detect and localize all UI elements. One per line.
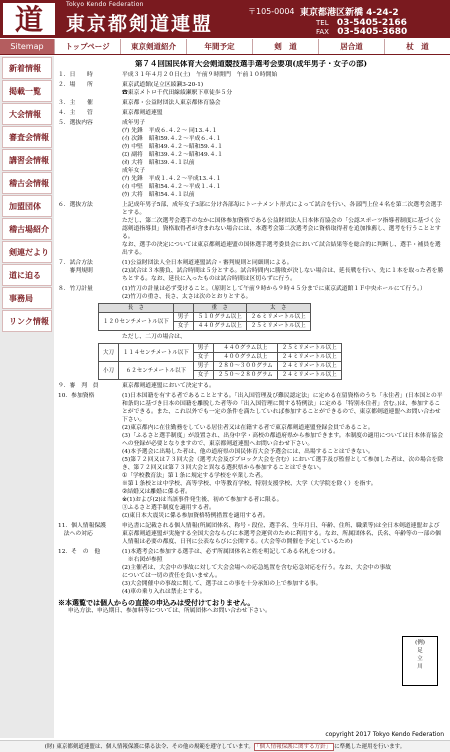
top-nav — [0, 39, 450, 55]
section-selection — [58, 119, 444, 199]
sidebar-item-links[interactable]: リンク情報 — [2, 310, 52, 332]
section-label: ４．主 管 — [58, 110, 93, 116]
sidebar — [0, 56, 54, 738]
page-title: 第７４回国民体育大会剣道競技選手選考会要項(成年男子・女子の部) — [134, 60, 368, 68]
table-cell: 女子 — [173, 322, 193, 331]
section-body: (1)本選考会に参加する選手は、必ず所属団体名と姓を明記してある名札をつける。 ※右図が参照 (2)主催者は、大会中の事故に対して大会会場への応急処置を含む応急対応を行う。なお、大会中の事故については一切の責任を負いません。 (3)大会開催中の事故に関して、選手はこの事を十分承知の上で参加する事。 (4)車の乗り入れは禁止とする。 — [122, 549, 392, 595]
copyright: copyright 2017 Tokyo Kendo Federation — [325, 731, 444, 738]
section-label: １．日 時 — [58, 72, 93, 78]
section-privacy — [58, 522, 444, 546]
footer-text: に準拠した運用を行います。 — [334, 744, 406, 750]
table-cell: ２５ミリメートル以上 — [246, 322, 310, 331]
shinai-table — [98, 303, 311, 331]
section-rules — [58, 259, 444, 283]
table-header — [173, 304, 193, 313]
section-label: ９．審 判 員 — [58, 383, 99, 389]
section-body: 申込書に記載される個人情報(所属団体名、称号・段位、選手名、生年月日、年齢、住所、職業等)は全日本剣道連盟および東京都剣道連盟が実施する全国大会ならびに本選考会運営のために利用する。なお、所属団体名、氏名、年齢等の一部の個人情報は必要の都度、日刊に公表ならびに公開する。(大会等の開催を予定しているため) — [122, 523, 441, 545]
fax-row — [316, 27, 407, 37]
nito-table — [98, 343, 342, 380]
table-cell: １１４センチメートル以下 — [119, 344, 194, 362]
name-tag-line: 川 — [417, 664, 423, 670]
tab-kendo[interactable]: 剣 道 — [252, 39, 318, 54]
application-notice: ※本選覧では個人からの直接の申込みは受付けておりません。 — [58, 598, 255, 607]
section-label: ８．竹刀計量 — [58, 286, 93, 292]
table-cell: ２４ミリメートル以上 — [277, 353, 341, 362]
tab-top-page[interactable]: トップページ — [54, 39, 120, 54]
table-cell: 男子 — [173, 313, 193, 322]
name-tag-line: 立 — [417, 656, 423, 662]
section-body: (1)竹刀の計量は必ず受けること。（原則として午前９時から９時４５分までに東京武道館１Ｆ中央ホールにて行う。） (2)竹刀の重さ、長さ、太さは次のとおりとする。 — [122, 286, 426, 300]
section-body: 東京武道館(足立区綾瀬3-20-1) ☎東京メトロ千代田線綾瀬駅下車徒歩５分 — [122, 82, 233, 96]
table-cell: 男子 — [193, 362, 213, 371]
sidebar-item-listings[interactable]: 掲載一覧 — [2, 80, 52, 102]
table-cell: ２８０～３００グラム — [213, 362, 277, 371]
main-content — [58, 60, 444, 730]
section-body: 東京都・公益財団法人東京都体育協会 — [122, 100, 221, 106]
section-body: 東京都剣道連盟 — [122, 110, 163, 116]
table-cell: ２５ミリメートル以上 — [277, 344, 341, 353]
footer-text: (財) 東京都剣道連盟は、個人情報保護に係る法令、その他の規範を遵守しています。 — [44, 744, 254, 750]
sidebar-item-seminars[interactable]: 講習会情報 — [2, 149, 52, 171]
section-other — [58, 548, 444, 596]
address: 東京都港区新橋 4-24-2 — [300, 8, 399, 18]
name-tag-line: (例) — [415, 640, 425, 646]
section-body: 東京都剣道連盟において決定する。 — [122, 383, 215, 389]
section-shinai — [58, 285, 444, 301]
section-referees — [58, 382, 444, 390]
name-tag-line: 足 — [417, 648, 423, 654]
section-body: (1)日本国籍を有する者であることとする。「出入国管理及び難民認定法」に定める在留資格のうち「永住者」(日本国との平和条約に基づき日本の国籍を離脱した者等の「出入国管理に関する特例法」に定める「特別永住者」含む。)は、参加することができる。また、これ以外でも一定の条件を満たしていれば参加することができるので、東京都剣道連盟へお問い合わせ下さい。 (2)東京都内に在住勤務をしている居住者又は在籍する者で東京都剣道連盟登録会員であること。 (3)「ふるさと選手制度」が設置され、出身中学・高校の都道府県から参加できます。本制度の適用については日本体育協会への登録が必要となりますので、東京都剣道連盟へお問い合わせ下さい。 (4)本予選会に出場した者は、他の道府県の国民体育大会予選会には、出場することはできない。 (5)第７２回又は７３回大会（選考大会及びブロック大会を含む）において選手及び監督として参加した者は、次の場合を除き、第７２回又は第７３回大会と異なる選択県から参加することはできない。 ①「学校教育法」第１条に規定する学校を卒業した者。 ※第１条校とは中学校、高等学校、中等教育学校、特別支援学校、大学（大学院を除く）を指す。 ②結婚又は離婚に係る者。 ※(1)および(2)は当該事件発生後、初めて参加する者に限る。 ③ふるさと選手制度を適用する者。 (ｴ)東日本大震災に係る参加資格特例措置を適用する者。 — [122, 393, 444, 519]
logo-character: 道 — [14, 3, 44, 35]
table-header: 長 さ — [99, 304, 174, 313]
table-note: ただし、二刀の場合は、 — [122, 334, 186, 340]
table-cell: ４００グラム以上 — [213, 353, 277, 362]
tab-iaido[interactable]: 居合道 — [318, 39, 384, 54]
sidebar-item-tournaments[interactable]: 大会情報 — [2, 103, 52, 125]
table-cell: １２０センチメートル以下 — [99, 313, 174, 331]
org-name-jp: 東京都剣道連盟 — [66, 13, 214, 35]
footer — [0, 740, 450, 752]
table-row — [99, 313, 311, 322]
table-row — [99, 362, 342, 371]
section-label: ３．主 催 — [58, 100, 93, 106]
tab-schedule[interactable]: 年間予定 — [186, 39, 252, 54]
org-name-en: Tokyo Kendo Federation — [66, 1, 144, 8]
application-notice-detail: 申込方法、申込期日、参加料等については、所属団体へお問い合わせ下さい。 — [68, 608, 271, 614]
section-label: ２．場 所 — [58, 82, 93, 88]
section-label: ６．選抜方法 — [58, 202, 93, 208]
table-cell: 小刀 — [99, 362, 119, 380]
tel-number: 03-5405-2166 — [336, 18, 407, 28]
section-label: ５．選抜内容 — [58, 120, 93, 126]
table-cell: ４４０グラム以上 — [213, 344, 277, 353]
logo-brush-icon — [3, 3, 55, 35]
tab-jodo[interactable]: 杖 道 — [384, 39, 450, 54]
table-header: 太 さ — [246, 304, 310, 313]
section-body: 成年男子 (ｱ) 先鋒 平成６.４.２～ 同13.４.１ (ｲ) 次鋒 昭和59.４.２～平成６.４.１ (ｳ) 中堅 昭和49.４.２～昭和59.４.１ (ｴ) 副将 昭和39.４.２～昭和49.４.１ (ｵ) 大将 昭和39.４.１以前 成年女子 (ｱ) 先鋒 平成１.４.２～平成13.４.１ (ｲ) 中堅 昭和54.４.２～平成１.４.１ (ｳ) 大将 昭和54.４.１以前 — [122, 120, 223, 198]
section-body: (1)公益財団法人全日本剣道連盟試合・審判規則と同細則による。 (2)試合は３本勝負、試合時間は５分とする。試合時間内に勝敗が決しない場合は、延長戦を行い、先に１本を取った者を勝ちとする。なお、延長に入ったものは試合時間は区切らずに行う。 — [122, 260, 444, 282]
sidebar-item-dojos[interactable]: 稽古場紹介 — [2, 218, 52, 240]
sidebar-item-office[interactable]: 事務局 — [2, 287, 52, 309]
sidebar-item-exams[interactable]: 審査会情報 — [2, 126, 52, 148]
fax-number: 03-5405-3680 — [337, 27, 408, 37]
sidebar-item-member-groups[interactable]: 加盟団体 — [2, 195, 52, 217]
table-cell: ２５０～２８０グラム — [213, 371, 277, 380]
privacy-policy-link[interactable]: 「個人情報保護に関する方針」 — [254, 743, 334, 751]
section-eligibility — [58, 392, 444, 520]
section-method — [58, 201, 444, 257]
section-host — [58, 99, 444, 107]
table-cell: ４４０グラム以上 — [193, 322, 246, 331]
table-cell: 大刀 — [99, 344, 119, 362]
section-label: 10．参加資格 — [58, 393, 95, 399]
tel-label: TEL — [316, 19, 329, 27]
table-cell: ２４ミリメートル以上 — [277, 362, 341, 371]
table-header: 重 さ — [193, 304, 246, 313]
sidebar-item-newsletter[interactable]: 剣連だより — [2, 241, 52, 263]
sitemap-link[interactable]: Sitemap — [0, 39, 54, 54]
table-cell: 女子 — [193, 353, 213, 362]
postal-code: 〒105-0004 — [248, 7, 295, 16]
section-body: 平成３１年４月２０日(土) 午前９時開門 午前１０時開始 — [122, 72, 278, 78]
table-cell: ２６ミリメートル以上 — [246, 313, 310, 322]
federation-logo[interactable] — [2, 2, 56, 36]
section-venue — [58, 81, 444, 97]
section-label: ７．試合方法 審判規則 — [58, 260, 93, 274]
tab-about[interactable]: 東京剣道紹介 — [120, 39, 186, 54]
sidebar-item-news[interactable]: 新着情報 — [2, 57, 52, 79]
table-cell: ５１０グラム以上 — [193, 313, 246, 322]
fax-label: FAX — [316, 28, 329, 36]
section-date — [58, 71, 444, 79]
table-cell: ２４ミリメートル以上 — [277, 371, 341, 380]
sidebar-item-practice[interactable]: 稽古会情報 — [2, 172, 52, 194]
section-label: 12．そ の 他 — [58, 549, 101, 555]
site-header — [0, 0, 450, 38]
table-header-row — [99, 304, 311, 313]
name-tag-example — [402, 636, 438, 686]
section-label: 11．個人情報保護 法への対応 — [58, 523, 106, 537]
table-cell: 男子 — [193, 344, 213, 353]
table-row — [99, 344, 342, 353]
table-cell: ６２センチメートル以下 — [119, 362, 194, 380]
table-cell: 女子 — [193, 371, 213, 380]
sidebar-item-michi[interactable]: 道に迫る — [2, 264, 52, 286]
section-body: 上記成年男子5部、成年女子3部に分け各部毎にトーナメント形式によって試合を行い、各部門上位４名を第二次選考会選手とする。 ただし、第二次選考会選手のなかに国体参加資格である公益財団法人日本体育協会の「公認スポーツ指導者制度に基づく公認剣道指導員」資格取得者が含まれない場合には、本選考会第二次選考会に資格取得者を追加推薦し、選考を行うこととする。 なお、選手の決定については東京都剣道連盟の国体選手選考委員会において試合結果等を総合的に判断し、選手・補員を選出する。 — [122, 202, 443, 256]
section-organizer — [58, 109, 444, 117]
